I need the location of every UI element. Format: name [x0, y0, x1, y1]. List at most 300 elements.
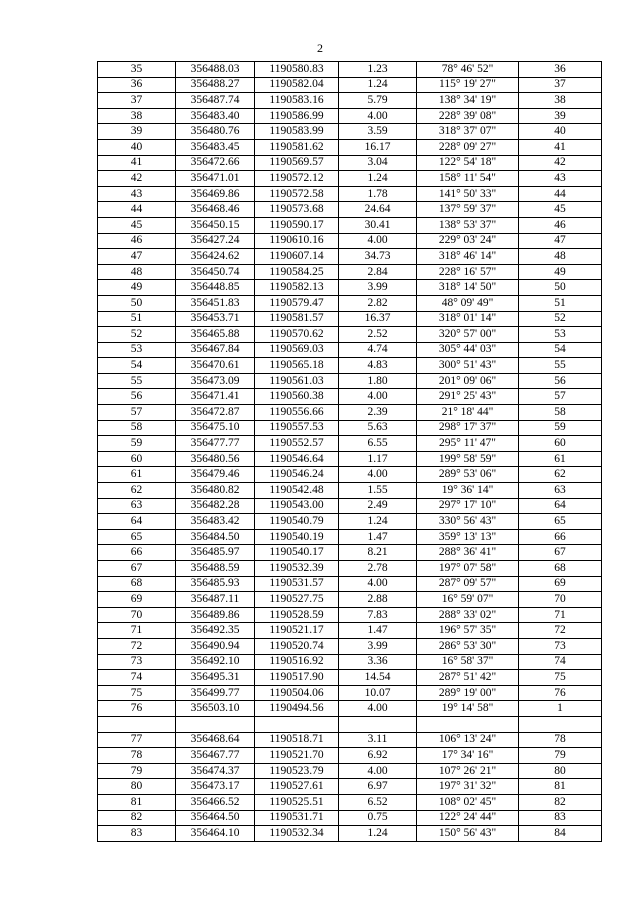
table-row — [98, 155, 602, 171]
distance-cell: 6.97 — [339, 779, 417, 795]
table-row — [98, 62, 602, 78]
distance-cell: 7.83 — [339, 607, 417, 623]
next-point-cell: 47 — [519, 233, 602, 249]
next-point-cell: 65 — [519, 514, 602, 530]
bearing-cell: 106° 13' 24" — [417, 732, 519, 748]
next-point-cell: 83 — [519, 810, 602, 826]
table-row — [98, 561, 602, 577]
bearing-cell: 17° 34' 16" — [417, 748, 519, 764]
y-coordinate-cell: 1190543.00 — [255, 498, 339, 514]
x-coordinate-cell: 356453.71 — [176, 311, 255, 327]
distance-cell: 1.23 — [339, 62, 417, 78]
x-coordinate-cell: 356471.41 — [176, 389, 255, 405]
point-number-cell: 51 — [98, 311, 176, 327]
next-point-cell: 53 — [519, 327, 602, 343]
distance-cell: 1.55 — [339, 483, 417, 499]
distance-cell: 1.47 — [339, 529, 417, 545]
x-coordinate-cell: 356469.86 — [176, 186, 255, 202]
x-coordinate-cell: 356424.62 — [176, 249, 255, 265]
distance-cell: 16.17 — [339, 139, 417, 155]
next-point-cell: 43 — [519, 171, 602, 187]
table-row — [98, 748, 602, 764]
next-point-cell: 59 — [519, 420, 602, 436]
x-coordinate-cell: 356480.82 — [176, 483, 255, 499]
y-coordinate-cell: 1190556.66 — [255, 405, 339, 421]
bearing-cell: 19° 14' 58" — [417, 701, 519, 717]
y-coordinate-cell: 1190527.61 — [255, 779, 339, 795]
bearing-cell: 16° 59' 07" — [417, 592, 519, 608]
next-point-cell: 79 — [519, 748, 602, 764]
next-point-cell: 56 — [519, 373, 602, 389]
bearing-cell: 137° 59' 37" — [417, 202, 519, 218]
distance-cell: 4.00 — [339, 763, 417, 779]
bearing-cell: 318° 01' 14" — [417, 311, 519, 327]
bearing-cell: 138° 34' 19" — [417, 93, 519, 109]
table-row — [98, 139, 602, 155]
next-point-cell: 69 — [519, 576, 602, 592]
y-coordinate-cell: 1190531.71 — [255, 810, 339, 826]
next-point-cell: 61 — [519, 451, 602, 467]
point-number-cell: 62 — [98, 483, 176, 499]
point-number-cell: 68 — [98, 576, 176, 592]
y-coordinate-cell: 1190546.64 — [255, 451, 339, 467]
point-number-cell: 78 — [98, 748, 176, 764]
y-coordinate-cell: 1190557.53 — [255, 420, 339, 436]
bearing-cell: 201° 09' 06" — [417, 373, 519, 389]
next-point-cell: 52 — [519, 311, 602, 327]
coordinates-table-body — [98, 62, 602, 842]
distance-cell: 2.88 — [339, 592, 417, 608]
point-number-cell: 58 — [98, 420, 176, 436]
point-number-cell — [98, 716, 176, 732]
next-point-cell: 36 — [519, 62, 602, 78]
point-number-cell: 39 — [98, 124, 176, 140]
point-number-cell: 47 — [98, 249, 176, 265]
bearing-cell: 108° 02' 45" — [417, 794, 519, 810]
distance-cell: 1.24 — [339, 171, 417, 187]
table-row — [98, 467, 602, 483]
bearing-cell: 21° 18' 44" — [417, 405, 519, 421]
y-coordinate-cell: 1190610.16 — [255, 233, 339, 249]
table-row — [98, 529, 602, 545]
bearing-cell — [417, 716, 519, 732]
next-point-cell: 46 — [519, 217, 602, 233]
table-row — [98, 685, 602, 701]
x-coordinate-cell: 356480.56 — [176, 451, 255, 467]
distance-cell: 34.73 — [339, 249, 417, 265]
y-coordinate-cell: 1190532.34 — [255, 826, 339, 842]
y-coordinate-cell: 1190580.83 — [255, 62, 339, 78]
distance-cell: 3.99 — [339, 638, 417, 654]
point-number-cell: 74 — [98, 670, 176, 686]
bearing-cell: 318° 14' 50" — [417, 280, 519, 296]
next-point-cell — [519, 716, 602, 732]
next-point-cell: 71 — [519, 607, 602, 623]
bearing-cell: 297° 17' 10" — [417, 498, 519, 514]
point-number-cell: 64 — [98, 514, 176, 530]
table-row — [98, 514, 602, 530]
y-coordinate-cell: 1190528.59 — [255, 607, 339, 623]
distance-cell: 1.24 — [339, 514, 417, 530]
point-number-cell: 76 — [98, 701, 176, 717]
y-coordinate-cell: 1190552.57 — [255, 436, 339, 452]
table-row — [98, 826, 602, 842]
distance-cell: 3.11 — [339, 732, 417, 748]
y-coordinate-cell: 1190521.70 — [255, 748, 339, 764]
point-number-cell: 61 — [98, 467, 176, 483]
x-coordinate-cell: 356492.35 — [176, 623, 255, 639]
next-point-cell: 39 — [519, 108, 602, 124]
y-coordinate-cell: 1190569.57 — [255, 155, 339, 171]
point-number-cell: 54 — [98, 358, 176, 374]
point-number-cell: 79 — [98, 763, 176, 779]
table-row — [98, 670, 602, 686]
bearing-cell: 228° 16' 57" — [417, 264, 519, 280]
point-number-cell: 43 — [98, 186, 176, 202]
table-row — [98, 763, 602, 779]
next-point-cell: 55 — [519, 358, 602, 374]
distance-cell: 4.00 — [339, 467, 417, 483]
table-row — [98, 249, 602, 265]
next-point-cell: 74 — [519, 654, 602, 670]
table-row — [98, 405, 602, 421]
y-coordinate-cell: 1190540.79 — [255, 514, 339, 530]
point-number-cell: 70 — [98, 607, 176, 623]
table-row — [98, 607, 602, 623]
next-point-cell: 40 — [519, 124, 602, 140]
x-coordinate-cell: 356483.45 — [176, 139, 255, 155]
y-coordinate-cell: 1190516.92 — [255, 654, 339, 670]
y-coordinate-cell: 1190572.12 — [255, 171, 339, 187]
next-point-cell: 60 — [519, 436, 602, 452]
distance-cell: 1.24 — [339, 77, 417, 93]
point-number-cell: 46 — [98, 233, 176, 249]
table-row — [98, 638, 602, 654]
bearing-cell: 359° 13' 13" — [417, 529, 519, 545]
next-point-cell: 73 — [519, 638, 602, 654]
point-number-cell: 48 — [98, 264, 176, 280]
point-number-cell: 44 — [98, 202, 176, 218]
x-coordinate-cell: 356490.94 — [176, 638, 255, 654]
point-number-cell: 49 — [98, 280, 176, 296]
bearing-cell: 298° 17' 37" — [417, 420, 519, 436]
point-number-cell: 63 — [98, 498, 176, 514]
x-coordinate-cell: 356448.85 — [176, 280, 255, 296]
table-row — [98, 389, 602, 405]
bearing-cell: 318° 46' 14" — [417, 249, 519, 265]
bearing-cell: 78° 46' 52" — [417, 62, 519, 78]
distance-cell: 4.00 — [339, 701, 417, 717]
point-number-cell: 45 — [98, 217, 176, 233]
next-point-cell: 75 — [519, 670, 602, 686]
point-number-cell: 52 — [98, 327, 176, 343]
next-point-cell: 38 — [519, 93, 602, 109]
table-row — [98, 592, 602, 608]
point-number-cell: 80 — [98, 779, 176, 795]
bearing-cell: 107° 26' 21" — [417, 763, 519, 779]
point-number-cell: 42 — [98, 171, 176, 187]
bearing-cell: 318° 37' 07" — [417, 124, 519, 140]
y-coordinate-cell: 1190560.38 — [255, 389, 339, 405]
x-coordinate-cell: 356482.28 — [176, 498, 255, 514]
y-coordinate-cell: 1190572.58 — [255, 186, 339, 202]
next-point-cell: 78 — [519, 732, 602, 748]
x-coordinate-cell: 356468.46 — [176, 202, 255, 218]
y-coordinate-cell: 1190521.17 — [255, 623, 339, 639]
distance-cell: 16.37 — [339, 311, 417, 327]
bearing-cell: 16° 58' 37" — [417, 654, 519, 670]
bearing-cell: 199° 58' 59" — [417, 451, 519, 467]
distance-cell: 6.92 — [339, 748, 417, 764]
point-number-cell: 55 — [98, 373, 176, 389]
bearing-cell: 288° 33' 02" — [417, 607, 519, 623]
table-row — [98, 124, 602, 140]
bearing-cell: 48° 09' 49" — [417, 295, 519, 311]
bearing-cell: 197° 31' 32" — [417, 779, 519, 795]
point-number-cell: 75 — [98, 685, 176, 701]
point-number-cell: 37 — [98, 93, 176, 109]
x-coordinate-cell: 356483.40 — [176, 108, 255, 124]
bearing-cell: 197° 07' 58" — [417, 561, 519, 577]
bearing-cell: 122° 24' 44" — [417, 810, 519, 826]
table-row — [98, 202, 602, 218]
bearing-cell: 300° 51' 43" — [417, 358, 519, 374]
point-number-cell: 60 — [98, 451, 176, 467]
distance-cell: 2.52 — [339, 327, 417, 343]
x-coordinate-cell: 356450.15 — [176, 217, 255, 233]
x-coordinate-cell: 356489.86 — [176, 607, 255, 623]
next-point-cell: 80 — [519, 763, 602, 779]
point-number-cell: 35 — [98, 62, 176, 78]
table-row — [98, 451, 602, 467]
point-number-cell: 40 — [98, 139, 176, 155]
y-coordinate-cell: 1190584.25 — [255, 264, 339, 280]
table-row — [98, 311, 602, 327]
x-coordinate-cell: 356474.37 — [176, 763, 255, 779]
bearing-cell: 320° 57' 00" — [417, 327, 519, 343]
next-point-cell: 50 — [519, 280, 602, 296]
x-coordinate-cell: 356475.10 — [176, 420, 255, 436]
table-row — [98, 327, 602, 343]
table-row — [98, 576, 602, 592]
table-row — [98, 358, 602, 374]
x-coordinate-cell: 356488.03 — [176, 62, 255, 78]
bearing-cell: 287° 09' 57" — [417, 576, 519, 592]
table-row — [98, 342, 602, 358]
point-number-cell: 36 — [98, 77, 176, 93]
y-coordinate-cell: 1190590.17 — [255, 217, 339, 233]
bearing-cell: 289° 53' 06" — [417, 467, 519, 483]
x-coordinate-cell: 356488.27 — [176, 77, 255, 93]
bearing-cell: 138° 53' 37" — [417, 217, 519, 233]
next-point-cell: 66 — [519, 529, 602, 545]
next-point-cell: 63 — [519, 483, 602, 499]
table-row — [98, 77, 602, 93]
table-row — [98, 794, 602, 810]
next-point-cell: 48 — [519, 249, 602, 265]
coordinates-table — [97, 61, 602, 842]
distance-cell: 5.79 — [339, 93, 417, 109]
distance-cell: 0.75 — [339, 810, 417, 826]
y-coordinate-cell: 1190581.57 — [255, 311, 339, 327]
y-coordinate-cell: 1190579.47 — [255, 295, 339, 311]
bearing-cell: 158° 11' 54" — [417, 171, 519, 187]
x-coordinate-cell: 356473.09 — [176, 373, 255, 389]
next-point-cell: 45 — [519, 202, 602, 218]
next-point-cell: 67 — [519, 545, 602, 561]
x-coordinate-cell: 356427.24 — [176, 233, 255, 249]
point-number-cell: 81 — [98, 794, 176, 810]
x-coordinate-cell: 356503.10 — [176, 701, 255, 717]
distance-cell: 24.64 — [339, 202, 417, 218]
point-number-cell: 77 — [98, 732, 176, 748]
next-point-cell: 62 — [519, 467, 602, 483]
y-coordinate-cell: 1190607.14 — [255, 249, 339, 265]
x-coordinate-cell: 356487.11 — [176, 592, 255, 608]
bearing-cell: 228° 09' 27" — [417, 139, 519, 155]
x-coordinate-cell: 356451.83 — [176, 295, 255, 311]
table-row — [98, 483, 602, 499]
x-coordinate-cell: 356487.74 — [176, 93, 255, 109]
next-point-cell: 44 — [519, 186, 602, 202]
point-number-cell: 65 — [98, 529, 176, 545]
bearing-cell: 122° 54' 18" — [417, 155, 519, 171]
point-number-cell: 67 — [98, 561, 176, 577]
distance-cell: 1.24 — [339, 826, 417, 842]
point-number-cell: 71 — [98, 623, 176, 639]
distance-cell: 5.63 — [339, 420, 417, 436]
y-coordinate-cell: 1190523.79 — [255, 763, 339, 779]
distance-cell: 4.74 — [339, 342, 417, 358]
table-row — [98, 233, 602, 249]
next-point-cell: 76 — [519, 685, 602, 701]
table-row — [98, 295, 602, 311]
next-point-cell: 84 — [519, 826, 602, 842]
table-row — [98, 420, 602, 436]
x-coordinate-cell: 356472.87 — [176, 405, 255, 421]
distance-cell: 2.78 — [339, 561, 417, 577]
point-number-cell: 83 — [98, 826, 176, 842]
bearing-cell: 229° 03' 24" — [417, 233, 519, 249]
x-coordinate-cell: 356488.59 — [176, 561, 255, 577]
x-coordinate-cell: 356450.74 — [176, 264, 255, 280]
next-point-cell: 42 — [519, 155, 602, 171]
table-row — [98, 280, 602, 296]
distance-cell: 4.00 — [339, 389, 417, 405]
x-coordinate-cell: 356495.31 — [176, 670, 255, 686]
x-coordinate-cell: 356480.76 — [176, 124, 255, 140]
distance-cell: 8.21 — [339, 545, 417, 561]
y-coordinate-cell: 1190582.13 — [255, 280, 339, 296]
distance-cell: 4.00 — [339, 233, 417, 249]
distance-cell: 3.99 — [339, 280, 417, 296]
y-coordinate-cell: 1190527.75 — [255, 592, 339, 608]
y-coordinate-cell: 1190540.17 — [255, 545, 339, 561]
distance-cell: 6.55 — [339, 436, 417, 452]
bearing-cell: 287° 51' 42" — [417, 670, 519, 686]
x-coordinate-cell: 356468.64 — [176, 732, 255, 748]
bearing-cell: 196° 57' 35" — [417, 623, 519, 639]
next-point-cell: 57 — [519, 389, 602, 405]
x-coordinate-cell: 356477.77 — [176, 436, 255, 452]
table-row — [98, 186, 602, 202]
distance-cell: 1.80 — [339, 373, 417, 389]
next-point-cell: 81 — [519, 779, 602, 795]
distance-cell: 3.36 — [339, 654, 417, 670]
table-row — [98, 217, 602, 233]
table-row — [98, 93, 602, 109]
point-number-cell: 82 — [98, 810, 176, 826]
table-row — [98, 623, 602, 639]
next-point-cell: 1 — [519, 701, 602, 717]
y-coordinate-cell: 1190546.24 — [255, 467, 339, 483]
y-coordinate-cell: 1190494.56 — [255, 701, 339, 717]
table-row — [98, 498, 602, 514]
table-row — [98, 373, 602, 389]
next-point-cell: 41 — [519, 139, 602, 155]
bearing-cell: 305° 44' 03" — [417, 342, 519, 358]
table-row — [98, 654, 602, 670]
y-coordinate-cell: 1190570.62 — [255, 327, 339, 343]
x-coordinate-cell: 356471.01 — [176, 171, 255, 187]
next-point-cell: 51 — [519, 295, 602, 311]
table-row — [98, 716, 602, 732]
x-coordinate-cell: 356467.77 — [176, 748, 255, 764]
next-point-cell: 72 — [519, 623, 602, 639]
x-coordinate-cell: 356464.10 — [176, 826, 255, 842]
bearing-cell: 291° 25' 43" — [417, 389, 519, 405]
x-coordinate-cell — [176, 716, 255, 732]
bearing-cell: 286° 53' 30" — [417, 638, 519, 654]
bearing-cell: 330° 56' 43" — [417, 514, 519, 530]
x-coordinate-cell: 356485.93 — [176, 576, 255, 592]
distance-cell: 1.47 — [339, 623, 417, 639]
distance-cell: 4.83 — [339, 358, 417, 374]
distance-cell: 1.17 — [339, 451, 417, 467]
table-row — [98, 779, 602, 795]
next-point-cell: 54 — [519, 342, 602, 358]
table-row — [98, 701, 602, 717]
y-coordinate-cell: 1190581.62 — [255, 139, 339, 155]
next-point-cell: 37 — [519, 77, 602, 93]
bearing-cell: 295° 11' 47" — [417, 436, 519, 452]
next-point-cell: 58 — [519, 405, 602, 421]
next-point-cell: 68 — [519, 561, 602, 577]
next-point-cell: 82 — [519, 794, 602, 810]
bearing-cell: 288° 36' 41" — [417, 545, 519, 561]
bearing-cell: 289° 19' 00" — [417, 685, 519, 701]
x-coordinate-cell: 356484.50 — [176, 529, 255, 545]
distance-cell: 1.78 — [339, 186, 417, 202]
page-number: 2 — [317, 41, 323, 55]
x-coordinate-cell: 356470.61 — [176, 358, 255, 374]
y-coordinate-cell: 1190525.51 — [255, 794, 339, 810]
y-coordinate-cell: 1190542.48 — [255, 483, 339, 499]
y-coordinate-cell: 1190583.99 — [255, 124, 339, 140]
x-coordinate-cell: 356483.42 — [176, 514, 255, 530]
bearing-cell: 228° 39' 08" — [417, 108, 519, 124]
y-coordinate-cell: 1190582.04 — [255, 77, 339, 93]
table-row — [98, 264, 602, 280]
table-row — [98, 545, 602, 561]
x-coordinate-cell: 356479.46 — [176, 467, 255, 483]
y-coordinate-cell: 1190517.90 — [255, 670, 339, 686]
distance-cell — [339, 716, 417, 732]
x-coordinate-cell: 356465.88 — [176, 327, 255, 343]
point-number-cell: 69 — [98, 592, 176, 608]
point-number-cell: 53 — [98, 342, 176, 358]
y-coordinate-cell: 1190520.74 — [255, 638, 339, 654]
